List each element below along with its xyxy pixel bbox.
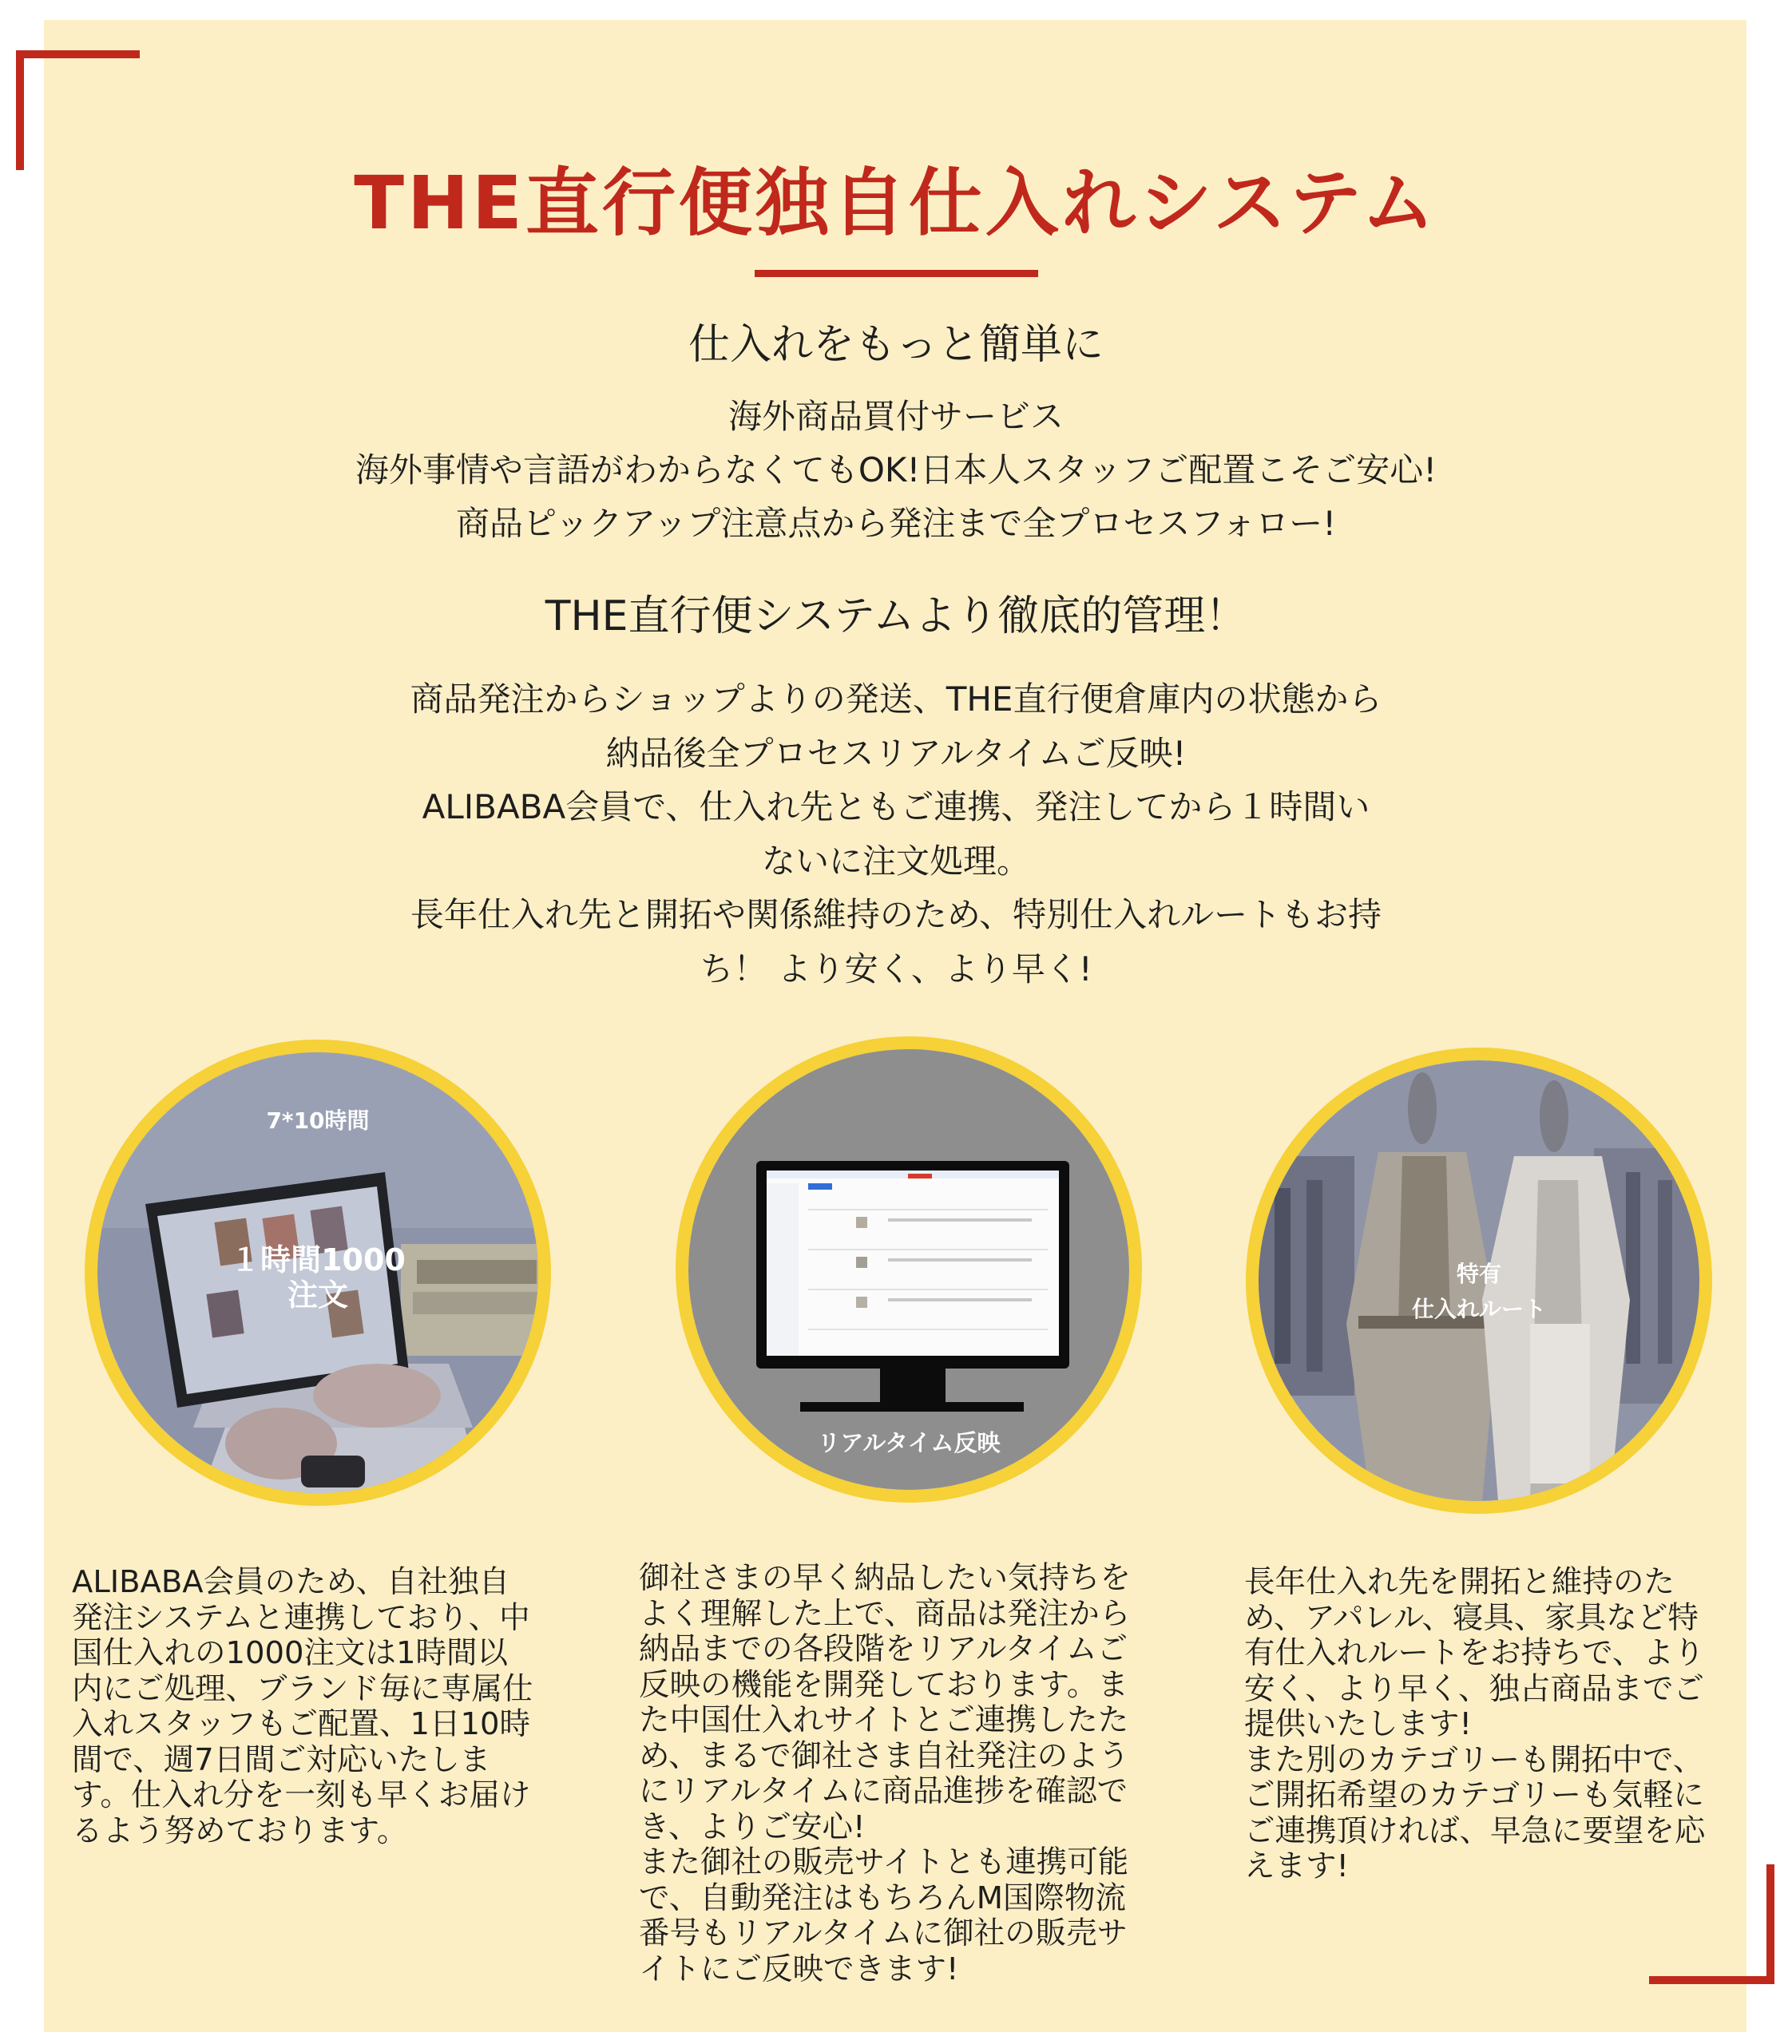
- corner-bracket-top-left-h: [16, 50, 140, 58]
- description-line: 長年仕入れ先を開拓と維持のた: [1244, 1564, 1675, 1600]
- description-line: め、まるで御社さま自社発注のよう: [639, 1737, 1130, 1774]
- intro-line: 海外商品買付サービス: [728, 397, 1064, 436]
- description-line: イトにご反映できます!: [639, 1951, 959, 1987]
- feature-circle-monitor: [676, 1036, 1142, 1503]
- laptop-label-main-2: 注文: [287, 1278, 348, 1313]
- description-line: 入れスタッフもご配置、1日10時: [72, 1706, 530, 1742]
- description-line: 安く、より早く、独占商品までご: [1244, 1670, 1704, 1707]
- description-line: 有仕入れルートをお持ちで、より: [1244, 1635, 1705, 1671]
- title-underline: [755, 270, 1038, 277]
- intro-text: [0, 390, 1792, 550]
- apparel-label-1: 特有: [1456, 1261, 1501, 1287]
- monitor-label: リアルタイム反映: [817, 1429, 1001, 1456]
- apparel-label-2: 仕入れルート: [1411, 1296, 1546, 1322]
- laptop-label-top: 7*10時間: [266, 1107, 370, 1134]
- management-line: ないに注文処理。: [761, 841, 1030, 881]
- description-line: 番号もリアルタイムに御社の販売サ: [639, 1915, 1128, 1951]
- description-line: 納品までの各段階をリアルタイムご: [639, 1631, 1128, 1667]
- intro-line: 商品ピックアップ注意点から発注まで全プロセスフォロー!: [455, 504, 1337, 543]
- feature-circle-apparel: [1246, 1048, 1712, 1514]
- description-line: 発注システムと連携しており、中: [72, 1599, 530, 1636]
- description-line: た中国仕入れサイトとご連携したた: [639, 1702, 1129, 1738]
- feature-circle-laptop: [85, 1040, 551, 1506]
- description-line: 提供いたします!: [1244, 1706, 1472, 1742]
- description-line: また別のカテゴリーも開拓中で、: [1244, 1741, 1704, 1778]
- management-line: 商品発注からショップよりの発送、THE直行便倉庫内の状態から: [410, 679, 1382, 719]
- feature-description-monitor: [639, 1561, 1131, 1987]
- corner-bracket-bottom-right-v: [1766, 1864, 1774, 1984]
- description-line: にリアルタイムに商品進捗を確認で: [639, 1773, 1128, 1809]
- page-title: THE直行便独自仕入れシステム: [354, 160, 1438, 246]
- description-line: 内にご処理、ブランド毎に専属仕: [72, 1670, 533, 1707]
- description-line: ご開拓希望のカテゴリーも気軽に: [1244, 1777, 1704, 1813]
- management-line: ALIBABA会員で、仕入れ先ともご連携、発注してから１時間い: [422, 787, 1370, 826]
- management-line: 長年仕入れ先と開拓や関係維持のため、特別仕入れルートもお持: [410, 895, 1382, 934]
- subtitle-simple-purchasing: 仕入れをもっと簡単に: [688, 321, 1104, 369]
- description-line: また御社の販売サイトとも連携可能: [639, 1844, 1129, 1880]
- description-line: で、自動発注はもちろんM国際物流: [639, 1880, 1126, 1916]
- feature-description-apparel: [1244, 1565, 1706, 1885]
- description-line: め、アパレル、寝具、家具など特: [1244, 1599, 1699, 1636]
- description-line: ご連携頂ければ、早急に要望を応: [1244, 1812, 1706, 1849]
- corner-bracket-bottom-right-h: [1649, 1976, 1774, 1984]
- description-line: 間で、週7日間ご対応いたしま: [72, 1741, 491, 1778]
- corner-bracket-top-left-v: [16, 50, 24, 170]
- intro-line: 海外事情や言語がわからなくてもOK!日本人スタッフご配置こそご安心!: [355, 450, 1437, 489]
- description-line: す。仕入れ分を一刻も早くお届け: [72, 1777, 531, 1813]
- subtitle-system-management: THE直行便システムより徹底的管理！: [545, 592, 1247, 640]
- management-line: 納品後全プロセスリアルタイムご反映!: [605, 733, 1187, 773]
- description-line: 御社さまの早く納品したい気持ちを: [639, 1560, 1132, 1596]
- description-line: よく理解した上で、商品は発注から: [639, 1595, 1131, 1632]
- management-line: ち！ より安く、より早く!: [700, 949, 1092, 988]
- feature-description-laptop: [72, 1565, 533, 1849]
- description-line: るよう努めております。: [72, 1812, 408, 1849]
- description-line: ALIBABA会員のため、自社独自: [72, 1564, 510, 1600]
- description-line: き、よりご安心!: [639, 1808, 866, 1845]
- management-text: [0, 672, 1792, 996]
- laptop-label-main-1: １時間1000: [230, 1242, 406, 1278]
- description-line: えます!: [1244, 1848, 1349, 1884]
- description-line: 反映の機能を開発しております。ま: [639, 1666, 1128, 1703]
- monitor-illustration: [688, 1049, 1129, 1490]
- description-line: 国仕入れの1000注文は1時間以: [72, 1635, 508, 1671]
